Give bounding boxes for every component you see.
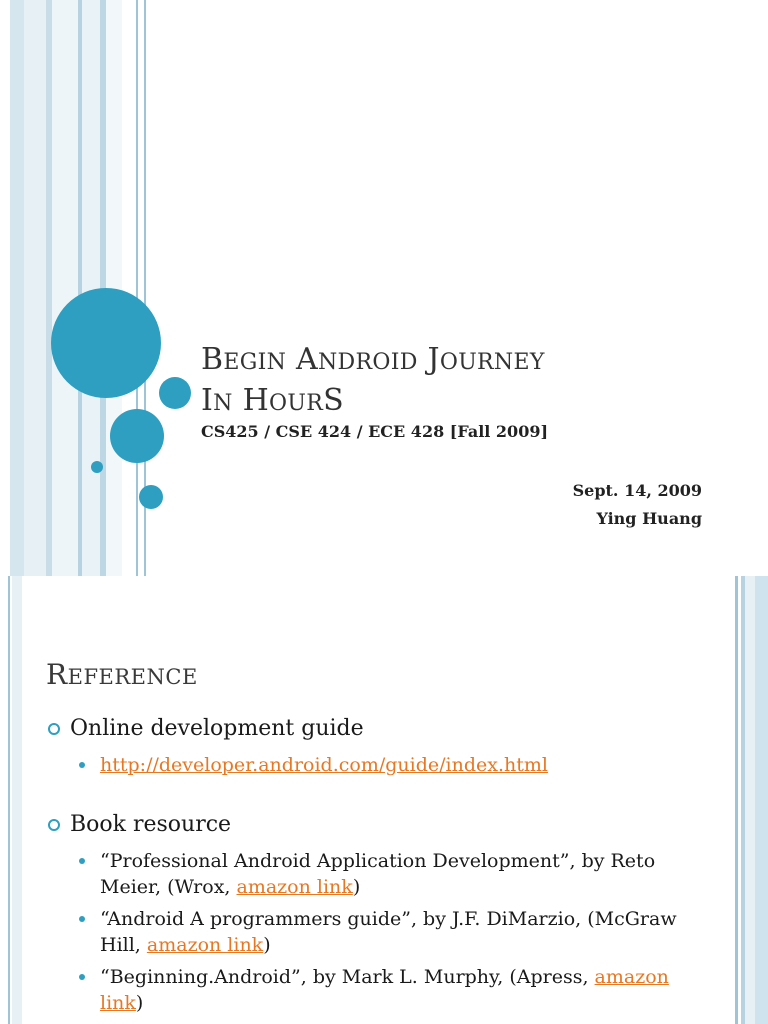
slide-meta	[573, 477, 702, 533]
ring-bullet-icon	[48, 723, 60, 735]
section-heading: Book resource	[70, 812, 232, 837]
list-item	[46, 810, 696, 840]
book-citation: “Android A programmers guide”, by J.F. DiMarzio, (McGraw Hill,	[100, 908, 677, 956]
decor-circle-tiny	[91, 461, 103, 473]
amazon-link[interactable]: amazon link	[236, 876, 353, 898]
list-item	[46, 848, 696, 900]
list-item	[46, 752, 696, 778]
dot-bullet-icon	[79, 858, 85, 864]
citation-suffix: )	[352, 876, 361, 898]
decor-stripe	[52, 0, 78, 576]
decor-stripe	[8, 576, 10, 1024]
decor-stripe	[755, 576, 768, 1024]
amazon-link[interactable]: amazon link	[146, 934, 264, 956]
course-code: CS425 / CSE 424 / ECE 428 [Fall 2009]	[201, 422, 549, 441]
list-item	[46, 906, 696, 958]
decor-circle-small	[139, 485, 163, 509]
reference-list	[46, 714, 696, 1022]
dot-bullet-icon	[79, 762, 85, 768]
decor-stripe	[12, 576, 22, 1024]
decor-circle-large	[51, 288, 161, 398]
ring-bullet-icon	[48, 819, 60, 831]
citation-suffix: )	[135, 992, 144, 1014]
amazon-link[interactable]: amazon link	[100, 966, 669, 1014]
developer-guide-link[interactable]: http://developer.android.com/guide/index.html	[100, 754, 548, 776]
decor-stripe	[24, 0, 46, 576]
slide-title-line: BEGIN ANDROID JOURNEY	[201, 342, 545, 377]
section-heading: Online development guide	[70, 716, 364, 741]
decor-stripe	[136, 0, 138, 576]
dot-bullet-icon	[79, 974, 85, 980]
slide-title: REFERENCE	[46, 658, 198, 691]
presentation-date: Sept. 14, 2009	[572, 481, 702, 500]
book-citation: “Beginning.Android”, by Mark L. Murphy, (Apress,	[100, 966, 595, 988]
dot-bullet-icon	[79, 916, 85, 922]
citation-suffix: )	[263, 934, 271, 956]
decor-stripe	[735, 576, 738, 1024]
slide-title-line: IN HOURS	[201, 383, 344, 418]
reference-slide	[0, 576, 768, 1024]
decor-circle-medium	[110, 409, 164, 463]
book-citation: “Professional Android Application Development”, by Reto Meier, (Wrox,	[100, 850, 656, 898]
slide-title	[201, 341, 681, 423]
list-item	[46, 714, 696, 744]
decor-circle-small	[159, 377, 191, 409]
decor-stripe	[10, 0, 24, 576]
list-item	[46, 964, 696, 1016]
decor-stripe	[745, 576, 755, 1024]
author-name: Ying Huang	[596, 509, 702, 528]
